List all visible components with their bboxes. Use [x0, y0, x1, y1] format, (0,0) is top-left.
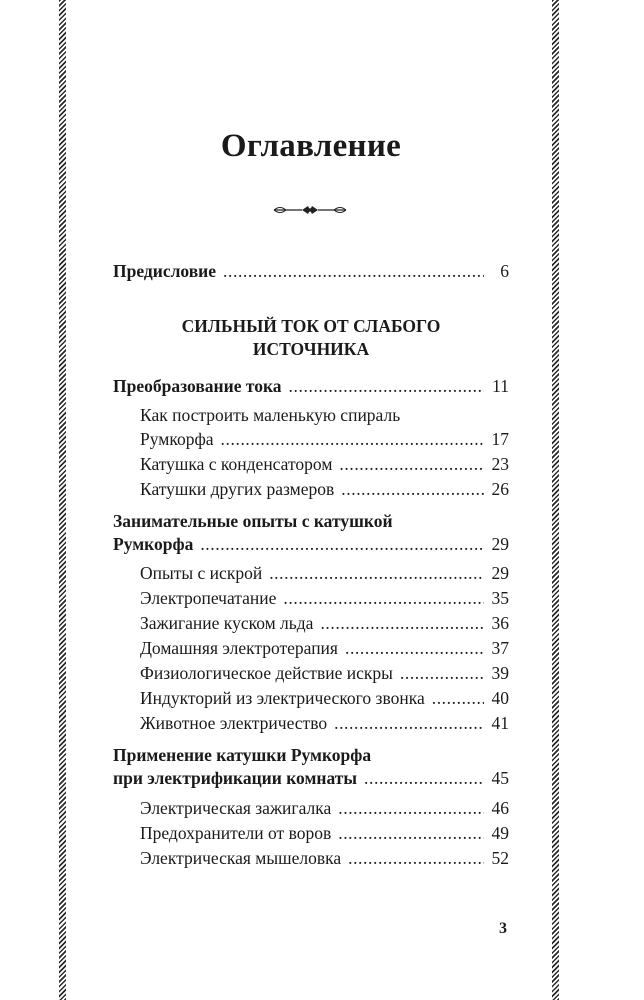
toc-entry-page: 46	[491, 798, 509, 818]
toc-entry-page: 40	[491, 688, 509, 708]
toc-entry-label: Катушки других размеров	[140, 479, 335, 499]
toc-entry-label: Домашняя электротерапия	[140, 638, 338, 658]
toc-entry[interactable]	[140, 822, 509, 844]
toc-entry[interactable]	[140, 428, 509, 450]
toc-entry-page: 17	[491, 429, 509, 449]
dot-leader	[289, 375, 484, 397]
toc-chapter-label: Румкорфа	[113, 534, 194, 554]
ornament-divider-icon	[272, 203, 348, 217]
toc-chapter-label: Преобразование тока	[113, 376, 282, 396]
toc-entry-page: 29	[491, 563, 509, 583]
toc-entry-label: Электрическая мышеловка	[140, 848, 342, 868]
toc-entry[interactable]	[140, 662, 509, 684]
dot-leader	[320, 612, 484, 634]
dot-leader	[348, 847, 484, 869]
dot-leader	[334, 712, 484, 734]
dot-leader	[432, 687, 484, 709]
toc-chapter[interactable]	[113, 533, 509, 555]
section-heading-line: СИЛЬНЫЙ ТОК ОТ СЛАБОГО	[181, 316, 441, 336]
toc-entry[interactable]	[140, 847, 509, 869]
toc-chapter-label-line: Занимательные опыты с катушкой	[113, 511, 393, 531]
toc-entry-label: Индукторий из электрического звонка	[140, 688, 425, 708]
toc-chapter-label-line: Применение катушки Румкорфа	[113, 745, 372, 765]
toc-entry[interactable]	[140, 797, 509, 819]
dot-leader	[345, 637, 484, 659]
page-title: Оглавление	[220, 128, 402, 164]
toc-entry-label: Опыты с искрой	[140, 563, 263, 583]
toc-entry[interactable]	[140, 587, 509, 609]
dot-leader	[364, 767, 484, 789]
toc-entry-page: 36	[491, 613, 509, 633]
toc-entry-page: 23	[491, 454, 509, 474]
toc-entry-label-line: Как построить маленькую спираль	[140, 405, 401, 425]
dot-leader	[223, 260, 484, 282]
page-number: 3	[499, 920, 507, 937]
toc-entry-page: 45	[491, 768, 509, 788]
toc-entry-label: Катушка с конденсатором	[140, 454, 333, 474]
toc-entry[interactable]	[140, 612, 509, 634]
dot-leader	[200, 533, 484, 555]
dot-leader	[400, 662, 484, 684]
toc-entry-page: 39	[491, 663, 509, 683]
dot-leader	[341, 478, 484, 500]
toc-entry-label: Зажигание куском льда	[140, 613, 314, 633]
toc-entry-page: 6	[500, 261, 509, 281]
section-heading-line: ИСТОЧНИКА	[252, 339, 370, 359]
toc-entry[interactable]	[140, 687, 509, 709]
toc-entry-page: 26	[491, 479, 509, 499]
toc-entry-page: 35	[491, 588, 509, 608]
dot-leader	[339, 453, 484, 475]
toc-entry[interactable]	[140, 712, 509, 734]
dot-leader	[338, 797, 484, 819]
section-heading	[0, 315, 622, 361]
toc-entry-page: 41	[491, 713, 509, 733]
toc-entry[interactable]	[140, 478, 509, 500]
toc-chapter[interactable]	[113, 767, 509, 789]
dot-leader	[283, 587, 484, 609]
toc-entry-preface[interactable]	[113, 260, 509, 282]
toc-entry-label: Предохранители от воров	[140, 823, 332, 843]
toc-entry-label: Электропечатание	[140, 588, 277, 608]
dot-leader	[338, 822, 484, 844]
toc-entry-label: Физиологическое действие искры	[140, 663, 393, 683]
toc-entry-label: Электрическая зажигалка	[140, 798, 332, 818]
toc-chapter[interactable]	[113, 375, 509, 397]
dot-leader	[269, 562, 484, 584]
toc-entry-label: Румкорфа	[140, 429, 214, 449]
toc-entry-page: 29	[491, 534, 509, 554]
toc-entry[interactable]	[140, 453, 509, 475]
toc-entry[interactable]	[140, 562, 509, 584]
dot-leader	[221, 428, 484, 450]
toc-entry-label: Животное электричество	[140, 713, 328, 733]
toc-entry-page: 52	[491, 848, 509, 868]
toc-entry[interactable]	[140, 637, 509, 659]
toc-entry-page: 37	[491, 638, 509, 658]
toc-entry-page: 11	[492, 376, 509, 396]
toc-entry-label: Предисловие	[113, 261, 217, 281]
toc-chapter-label: при электрификации комнаты	[113, 768, 358, 788]
toc-entry-page: 49	[491, 823, 509, 843]
